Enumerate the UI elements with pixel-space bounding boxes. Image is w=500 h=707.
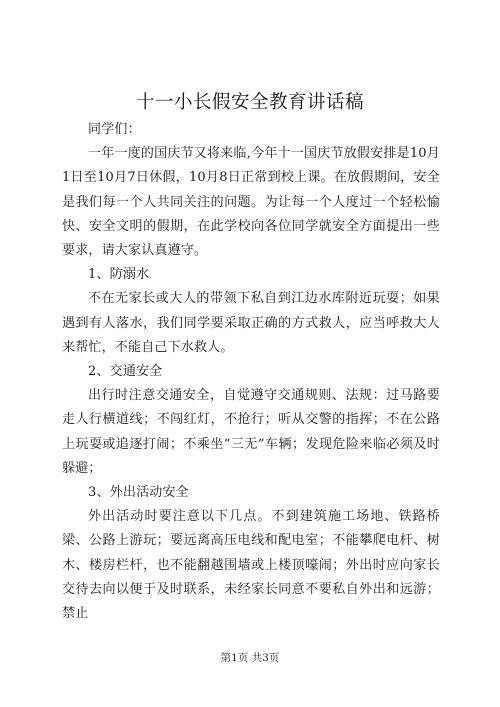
section-body-outdoor: 外出活动时要注意以下几点。不到建筑施工场地、铁路桥梁、公路上游玩；要远离高压电线和配电室；不能攀爬电杆、树木、楼房栏杆，也不能翻越围墙或上楼顶嚎闹；外出时应向家长交待去向以便于及时联系，未经家长同意不要私自外出和远游；禁止 [62, 509, 440, 622]
document-title: 十一小长假安全教育讲话稿 [135, 92, 364, 113]
section-body-traffic: 出行时注意交通安全，自觉遵守交通规则、法规：过马路要走人行横道线；不闯红灯，不抢行；听从交警的指挥；不在公路上玩耍或追逐打闹；不乘坐“三无”车辆；发现危险来临必须及时躲避； [62, 388, 440, 476]
intro-paragraph: 一年一度的国庆节又将来临,今年十一国庆节放假安排是10月1日至10月7日休假，10月8日正常到校上课。在放假期间，安全是我们每一个人共同关注的问题。为让每一个人度过一个轻松愉快、安全文明的假期，在此学校向各位同学就安全方面提出一些要求，请大家认真遵守。 [62, 146, 440, 259]
section-heading-outdoor: 3、外出活动安全 [88, 485, 189, 501]
document-body [62, 118, 440, 626]
section-heading-drowning: 1、防溺水 [88, 267, 150, 283]
greeting: 同学们： [88, 122, 141, 137]
page-number: 第1页 共3页 [220, 652, 280, 664]
section-heading-traffic: 2、交通安全 [88, 364, 163, 380]
section-body-drowning: 不在无家长或大人的带领下私自到江边水库附近玩耍；如果遇到有人落水，我们同学要采取正确的方式救人，应当呼救大人来帮忙，不能自己下水救人。 [62, 291, 440, 355]
